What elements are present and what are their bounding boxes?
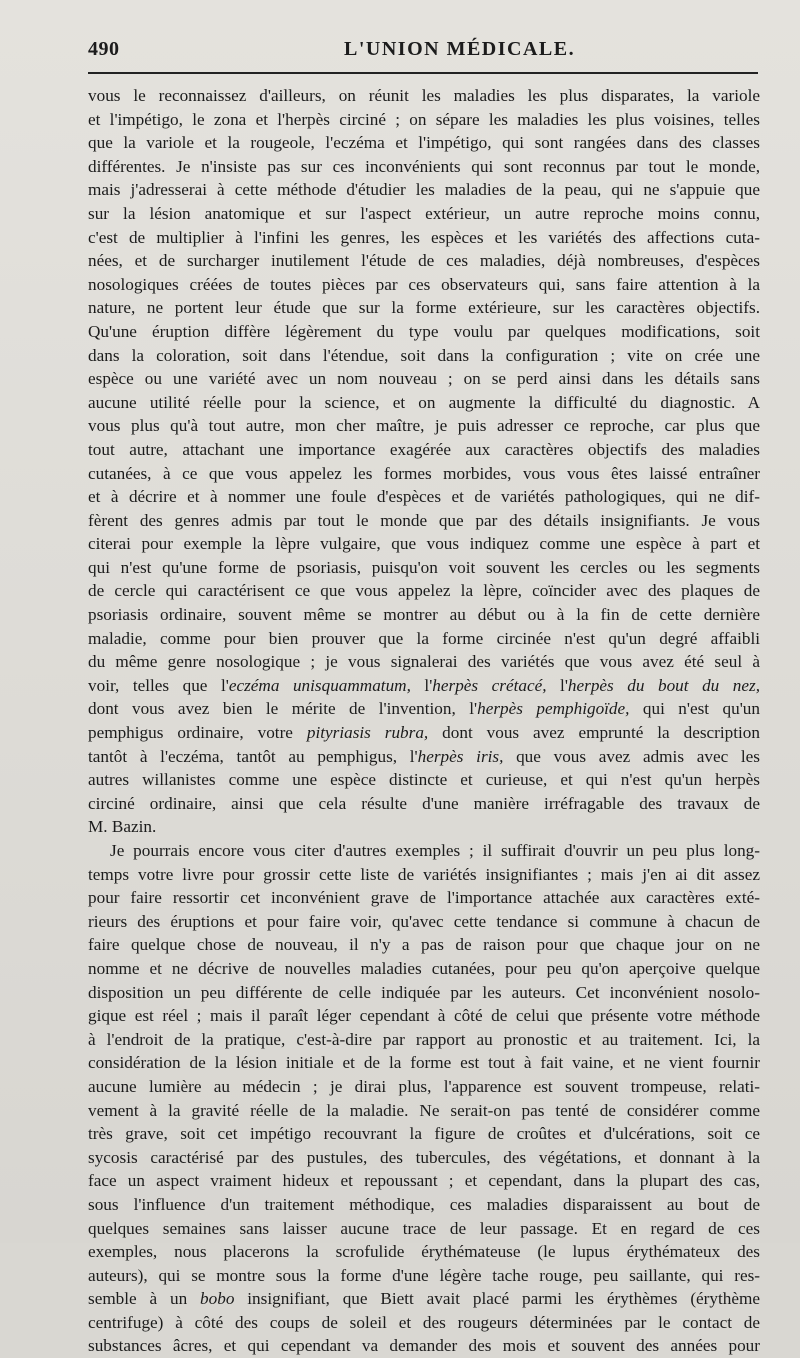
text-line: fèrent des genres admis par tout le monde que par des détails insignifiants. Je vous bbox=[88, 510, 760, 530]
paragraph-1 bbox=[88, 84, 760, 839]
text-line: nature, ne portent leur étude que sur la forme extérieure, sur les caractères objectifs. bbox=[88, 298, 760, 318]
text-run: que vous avez admis avec les bbox=[503, 746, 760, 766]
italic-term: eczéma unisquammatum, bbox=[228, 675, 411, 695]
text-line: maladie, comme pour bien prouver que la forme circinée n'est qu'un degré affaibli bbox=[88, 628, 760, 648]
text-line: très grave, soit cet impétigo recouvrant la figure de croûtes et d'ulcérations, soit ce bbox=[88, 1124, 760, 1144]
running-title: L'UNION MÉDICALE. bbox=[344, 38, 576, 60]
page-number: 490 bbox=[88, 38, 120, 60]
text-line: dans la coloration, soit dans l'étendue, soit dans la configuration ; vite on crée une bbox=[88, 345, 760, 365]
text-line: nosologiques créées de toutes pièces par ces observateurs qui, sans faire attention à la bbox=[88, 274, 760, 294]
paragraph-2 bbox=[88, 839, 760, 1358]
text-line: disposition un peu différente de celle indiquée par les auteurs. Cet inconvénient nosolo- bbox=[88, 982, 760, 1002]
body-text bbox=[88, 84, 760, 1358]
text-line: Qu'une éruption diffère légèrement du type voulu par quelques modifications, soit bbox=[88, 321, 760, 341]
text-line: gique est réel ; mais il paraît léger cependant à côté de celui que présente votre méthode bbox=[88, 1006, 760, 1026]
text-line: sous l'influence d'un traitement méthodique, ces maladies disparaissent au bout de bbox=[88, 1194, 760, 1214]
text-run: l' bbox=[546, 675, 568, 695]
text-line: nées, et de surcharger inutilement l'étude de ces maladies, déjà nombreuses, d'espèces bbox=[88, 251, 760, 271]
text-line-italic bbox=[88, 745, 760, 769]
text-run: l' bbox=[410, 675, 433, 695]
text-line: de cercle qui caractérisent ce que vous appelez la lèpre, coïncider avec des plaques de bbox=[88, 581, 760, 601]
text-run: voir, telles que l' bbox=[88, 675, 229, 695]
text-run: dont vous avez bien le mérite de l'invention, l' bbox=[88, 699, 478, 719]
text-line: à l'endroit de la pratique, c'est-à-dire par rapport au pronostic et au traitement. Ici, la bbox=[88, 1029, 760, 1049]
text-line: psoriasis ordinaire, souvent même se montrer au début ou à la fin de cette dernière bbox=[88, 605, 760, 625]
italic-term: herpès iris, bbox=[417, 746, 504, 766]
italic-term: herpès du bout du nez, bbox=[567, 675, 760, 695]
text-run: semble à un bbox=[88, 1289, 201, 1309]
text-line: du même genre nosologique ; je vous signalerai des variétés que vous avez été seul à bbox=[88, 652, 760, 672]
text-line: sur la lésion anatomique et sur l'aspect extérieur, un autre reproche moins connu, bbox=[88, 203, 760, 223]
text-run: dont vous avez emprunté la description bbox=[428, 723, 760, 743]
text-line: auteurs), qui se montre sous la forme d'une légère tache rouge, peu saillante, qui res- bbox=[88, 1265, 760, 1285]
text-line-italic bbox=[88, 721, 760, 745]
text-line: espèce ou une variété avec un nom nouveau ; on se perd ainsi dans les détails sans bbox=[88, 369, 760, 389]
text-line: aucune lumière au médecin ; je dirai plus, l'apparence est souvent trompeuse, relati- bbox=[88, 1076, 760, 1096]
header-rule bbox=[88, 72, 758, 74]
text-line: cutanées, à ce que vous appelez les formes morbides, vous vous êtes laissé entraîner bbox=[88, 463, 760, 483]
italic-term: pityriasis rubra, bbox=[306, 723, 429, 743]
text-run: qui n'est qu'un bbox=[629, 699, 760, 719]
text-line: quelques semaines sans laisser aucune trace de leur passage. Et en regard de ces bbox=[88, 1218, 760, 1238]
italic-term: herpès crétacé, bbox=[432, 675, 547, 695]
text-line: rieurs des éruptions et pour faire voir, qu'avec cette tendance si commune à chacun de bbox=[88, 911, 760, 931]
text-line: c'est de multiplier à l'infini les genres, les espèces et les variétés des affections cuta- bbox=[88, 227, 760, 247]
text-line: vous le reconnaissez d'ailleurs, on réunit les maladies les plus disparates, la variole bbox=[88, 86, 760, 105]
text-line: vement à la gravité réelle de la maladie. Ne serait-on pas tenté de considérer comme bbox=[88, 1100, 760, 1120]
text-line: substances âcres, et qui cependant va demander des mois et souvent des années pour bbox=[88, 1336, 760, 1356]
text-line: Je pourrais encore vous citer d'autres exemples ; il suffirait d'ouvrir un peu plus long- bbox=[110, 841, 760, 860]
text-line: différentes. Je n'insiste pas sur ces inconvénients qui sont reconnus par tout le monde, bbox=[88, 156, 760, 176]
text-line-italic bbox=[88, 1287, 760, 1311]
italic-term: herpès pemphigoïde, bbox=[477, 699, 630, 719]
text-line: face un aspect vraiment hideux et repoussant ; et cependant, dans la plupart des cas, bbox=[88, 1171, 760, 1191]
text-line-italic bbox=[88, 697, 760, 721]
text-line: tout autre, attachant une importance exagérée aux caractères objectifs des maladies bbox=[88, 439, 760, 459]
text-line: aucune utilité réelle pour la science, et on augmente la difficulté du diagnostic. A bbox=[88, 392, 760, 412]
text-line: mais j'adresserai à cette méthode d'étudier les maladies de la peau, qui ne s'appuie que bbox=[88, 180, 760, 200]
text-line: autres willanistes comme une espèce distincte et curieuse, et qui n'est qu'un herpès bbox=[88, 770, 760, 790]
italic-term: bobo bbox=[200, 1289, 235, 1309]
text-line: considération de la lésion initiale et de la forme est tout à fait vaine, et ne vient fournir bbox=[88, 1053, 760, 1073]
text-line: centrifuge) à côté des coups de soleil et des rougeurs déterminées par le contact de bbox=[88, 1312, 760, 1332]
text-line: M. Bazin. bbox=[88, 817, 157, 837]
text-line: que la variole et la rougeole, l'eczéma et l'impétigo, qui sont rangées dans des classes bbox=[88, 133, 760, 153]
text-run: insignifiant, que Biett avait placé parmi les érythèmes (érythème bbox=[234, 1289, 760, 1309]
text-line: nomme et ne décrive de nouvelles maladies cutanées, pour peu qu'on aperçoive quelque bbox=[88, 958, 760, 978]
text-line-italic bbox=[88, 674, 760, 698]
text-line: exemples, nous placerons la scrofulide érythémateuse (le lupus érythémateux des bbox=[88, 1242, 760, 1262]
text-line: faire quelque chose de nouveau, il n'y a pas de raison pour que chaque jour on ne bbox=[88, 935, 760, 955]
text-line: et à décrire et à nommer une foule d'espèces et de variétés pathologiques, qui ne dif- bbox=[88, 487, 760, 507]
text-line: sycosis caractérisé par des pustules, des tubercules, des végétations, et donnant à la bbox=[88, 1147, 760, 1167]
text-line: circiné ordinaire, ainsi que cela résulte d'une manière irréfragable des travaux de bbox=[88, 793, 760, 813]
text-run: tantôt à l'eczéma, tantôt au pemphigus, l' bbox=[88, 746, 418, 766]
text-run: pemphigus ordinaire, votre bbox=[88, 723, 307, 743]
text-line: qui n'est qu'une forme de psoriasis, puisqu'on voit souvent les cercles ou les segments bbox=[88, 557, 760, 577]
text-line: temps votre livre pour grossir cette liste de variétés insignifiantes ; mais j'en ai dit assez bbox=[88, 864, 760, 884]
text-line: et l'impétigo, le zona et l'herpès circiné ; on sépare les maladies les plus voisines, telles bbox=[88, 109, 760, 129]
text-line: citerai pour exemple la lèpre vulgaire, que vous indiquez comme une espèce à part et bbox=[88, 534, 760, 554]
text-line: pour faire ressortir cet inconvénient grave de l'importance attachée aux caractères exté- bbox=[88, 888, 760, 908]
text-line: vous plus qu'à tout autre, mon cher maître, je puis adresser ce reproche, car plus que bbox=[88, 416, 760, 436]
page-header bbox=[88, 38, 760, 68]
